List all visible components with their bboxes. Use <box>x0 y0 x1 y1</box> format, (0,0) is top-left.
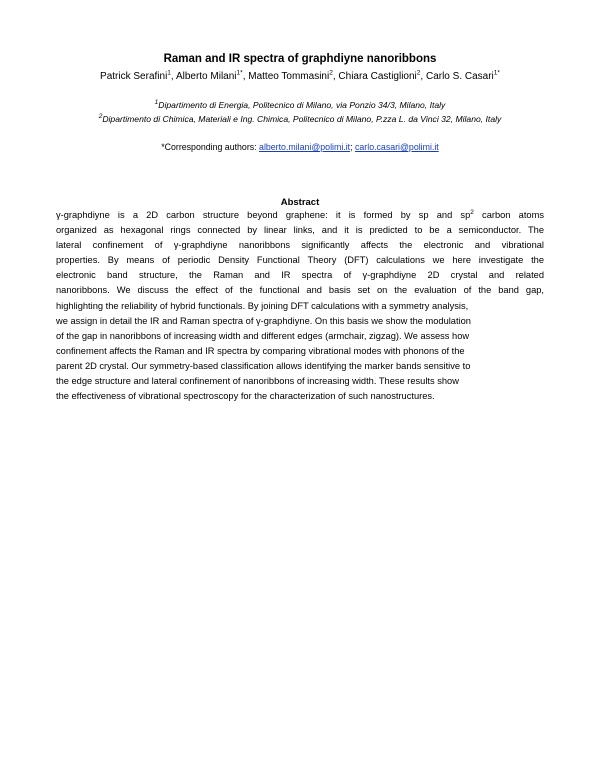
corresponding-label: *Corresponding authors: <box>161 142 260 152</box>
author-name: Alberto Milani <box>175 71 237 82</box>
abstract-line: we assign in detail the IR and Raman spectra of γ-graphdiyne. On this basis we show the modulation <box>56 315 471 326</box>
affiliation-2 <box>0 114 600 124</box>
author-affiliation-mark: 1 <box>167 69 171 77</box>
corresponding-authors <box>0 142 600 152</box>
paper-title: Raman and IR spectra of graphdiyne nanoribbons <box>163 53 437 65</box>
affiliation-mark: 2 <box>98 113 103 121</box>
author-name: Carlo S. Casari <box>425 71 494 82</box>
abstract-body <box>56 208 544 404</box>
abstract-line <box>56 208 544 223</box>
abstract-line: lateral confinement of γ-graphdiyne nanoribbons significantly affects the electronic and vibrational <box>56 240 544 251</box>
abstract-line: nanoribbons. We discuss the effect of the functional and basis set on the evaluation of the band gap, <box>56 285 544 296</box>
abstract-line-tail: carbon atoms <box>473 210 544 220</box>
author-name: Chiara Castiglioni <box>338 71 417 82</box>
email-link-casari[interactable]: carlo.casari@polimi.it <box>355 142 439 152</box>
abstract-line: highlighting the reliability of hybrid functionals. By joining DFT calculations with a symmetry analysis, <box>56 300 469 311</box>
affiliation-text: Dipartimento di Energia, Politecnico di Milano, via Ponzio 34/3, Milano, Italy <box>158 100 446 110</box>
email-separator: ; <box>350 142 356 152</box>
abstract-line: electronic band structure, the Raman and IR spectra of γ-graphdiyne 2D crystal and related <box>56 270 544 281</box>
author-list: Patrick Serafini$^1$, Alberto Milani$^{1*}$, Matteo Tommasini$^2$, Chiara Castiglioni$^2$, Carlo S. Casari$^{1*}$ <box>100 69 500 82</box>
affiliation-1 <box>0 100 600 110</box>
affiliation-mark: 1 <box>154 99 159 107</box>
abstract-superscript: 2 <box>470 208 474 216</box>
author-affiliation-mark: 2 <box>329 69 333 77</box>
author-affiliation-mark: 1* <box>236 69 243 77</box>
author-affiliation-mark: 2 <box>416 69 421 77</box>
abstract-line: organized as hexagonal rings connected by linear links, and it is predicted to be a semiconductor. The <box>56 225 544 236</box>
abstract-line: of the gap in nanoribbons of increasing width and different edges (armchair, zigzag). We assess how <box>56 330 470 341</box>
abstract-line: parent 2D crystal. Our symmetry-based classification allows identifying the marker bands sensitive to <box>56 360 471 371</box>
author-name: Matteo Tommasini <box>248 71 330 82</box>
abstract-line: properties. By means of periodic Density Functional Theory (DFT) calculations we here investigate the <box>56 255 544 266</box>
email-link-milani[interactable]: alberto.milani@polimi.it <box>259 142 351 152</box>
affiliation-text: Dipartimento di Chimica, Materiali e Ing. Chimica, Politecnico di Milano, P.zza L. da Vinci 32, Milano, Italy <box>102 114 502 124</box>
abstract-line: the edge structure and lateral confinement of nanoribbons of increasing width. These results show <box>56 376 459 387</box>
abstract-line-text: γ-graphdiyne is a 2D carbon structure beyond graphene: it is formed by sp and sp <box>56 210 471 220</box>
author-name: Patrick Serafini <box>100 71 168 82</box>
author-affiliation-mark: 1* <box>493 69 500 77</box>
abstract-line: the effectiveness of vibrational spectroscopy for the characterization of such nanostructures. <box>56 391 435 402</box>
abstract-line: confinement affects the Raman and IR spectra by comparing vibrational modes with phonons of the <box>56 345 465 356</box>
abstract-heading: Abstract <box>280 197 320 208</box>
